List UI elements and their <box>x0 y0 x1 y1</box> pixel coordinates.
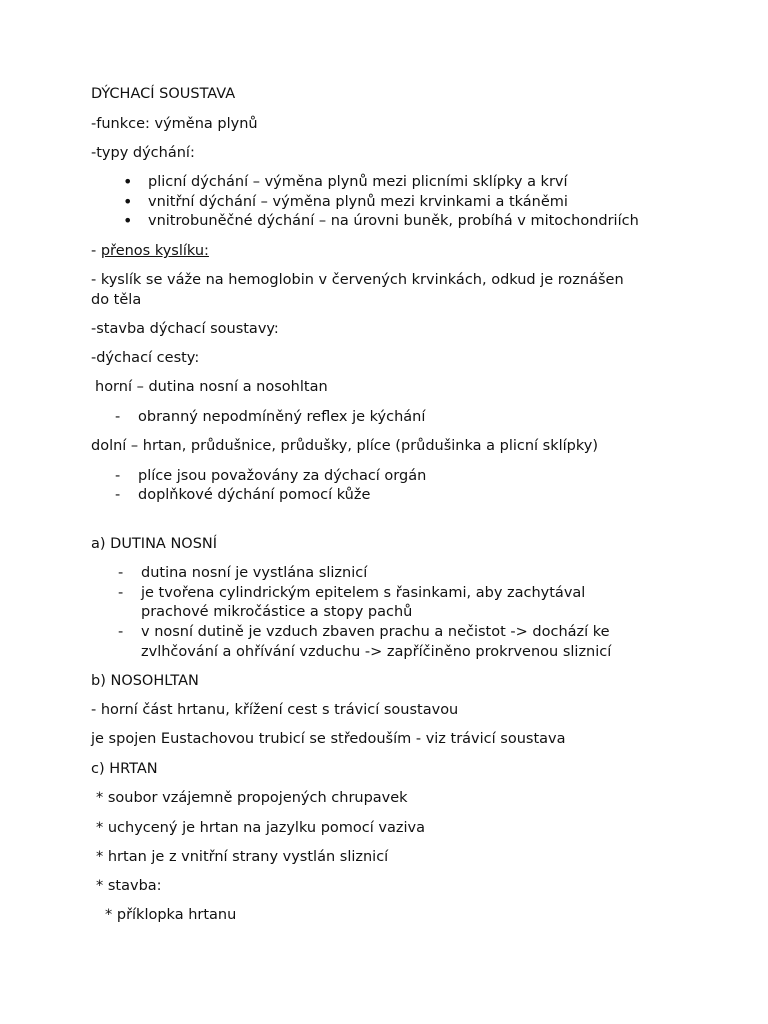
dash-marker: - <box>115 468 121 484</box>
section-b-heading: b) NOSOHLTAN <box>91 673 199 689</box>
kyslik-line-continued: do těla <box>91 292 142 308</box>
stavba-line: -stavba dýchací soustavy: <box>91 321 279 337</box>
section-c-heading: c) HRTAN <box>91 761 158 777</box>
typy-heading: -typy dýchání: <box>91 145 195 161</box>
prenos-heading <box>91 241 209 261</box>
kyslik-line: - kyslík se váže na hemoglobin v červených krvinkách, odkud je roznášen <box>91 272 624 288</box>
horni-line: horní – dutina nosní a nosohltan <box>95 379 328 395</box>
section-c-item: * stavba: <box>96 878 162 894</box>
list-item: v nosní dutině je vzduch zbaven prachu a nečistot -> dochází ke <box>141 624 610 640</box>
bullet-icon: • <box>123 192 133 211</box>
document-title: DÝCHACÍ SOUSTAVA <box>91 86 236 102</box>
list-item: dutina nosní je vystlána sliznicí <box>141 565 368 581</box>
list-item: vnitrobuněčné dýchání – na úrovni buněk, probíhá v mitochondriích <box>148 213 639 229</box>
list-item: je tvořena cylindrickým epitelem s řasinkami, aby zachytával <box>141 585 586 601</box>
section-b-line: je spojen Eustachovou trubicí se středouším - viz trávicí soustava <box>91 731 566 747</box>
list-item: plicní dýchání – výměna plynů mezi plicními sklípky a krví <box>148 174 568 190</box>
dash-marker: - <box>118 585 124 601</box>
dash-marker: - <box>118 624 124 640</box>
cesty-line: -dýchací cesty: <box>91 350 200 366</box>
dash-marker: - <box>115 409 121 425</box>
funkce-line: -funkce: výměna plynů <box>91 116 258 132</box>
section-c-item: * hrtan je z vnitřní strany vystlán sliznicí <box>96 849 389 865</box>
section-a-heading: a) DUTINA NOSNÍ <box>91 536 218 552</box>
list-item: vnitřní dýchání – výměna plynů mezi krvinkami a tkáněmi <box>148 194 568 210</box>
list-item: doplňkové dýchání pomocí kůže <box>138 487 371 503</box>
dolni-line: dolní – hrtan, průdušnice, průdušky, plíce (průdušinka a plicní sklípky) <box>91 438 599 454</box>
section-c-item: * uchycený je hrtan na jazylku pomocí vaziva <box>96 820 425 836</box>
bullet-icon: • <box>123 211 133 230</box>
list-item: obranný nepodmíněný reflex je kýchání <box>138 409 426 425</box>
list-item-continued: zvlhčování a ohřívání vzduchu -> zapříčiněno prokrvenou sliznicí <box>141 644 612 660</box>
dash-marker: - <box>118 565 124 581</box>
dash-marker: - <box>115 487 121 503</box>
section-b-line: - horní část hrtanu, křížení cest s trávicí soustavou <box>91 702 459 718</box>
list-item-continued: prachové mikročástice a stopy pachů <box>141 604 413 620</box>
bullet-icon: • <box>123 172 133 191</box>
section-c-item: * soubor vzájemně propojených chrupavek <box>96 790 408 806</box>
list-item: plíce jsou považovány za dýchací orgán <box>138 468 427 484</box>
section-c-subitem: * příklopka hrtanu <box>105 907 237 923</box>
prenos-label: přenos kyslíku: <box>100 243 209 259</box>
prenos-prefix: - <box>91 243 101 259</box>
